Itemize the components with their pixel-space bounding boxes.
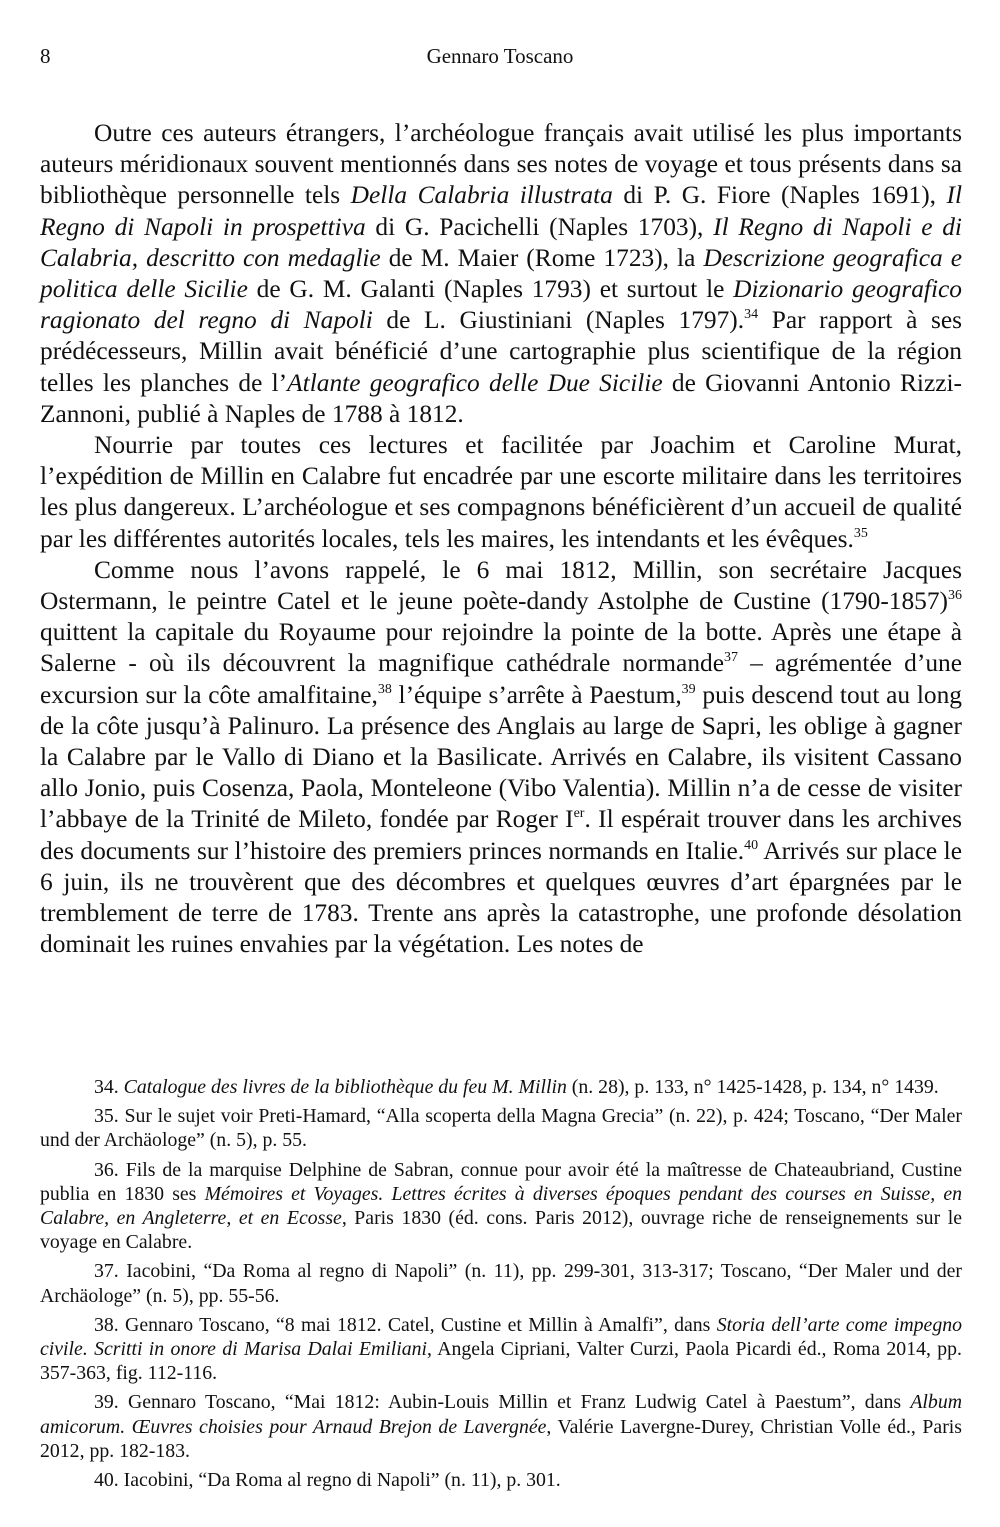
text-run: 34.: [94, 1076, 124, 1098]
footnote-ref-37[interactable]: 37: [723, 650, 738, 666]
text-run: de L. Giustiniani (Naples 1797).: [372, 306, 745, 335]
footnote-ref-40[interactable]: 40: [744, 837, 759, 853]
title-il-regno-in-prospettiva: Il Regno di Napoli in prospettiva: [40, 181, 962, 241]
title-atlante-geografico: Atlante geografico delle Due Sicilie: [287, 368, 663, 397]
footnote-ref-34[interactable]: 34: [744, 307, 759, 323]
text-run: – agrémentée d’une excursion sur la côte amalfitaine,: [40, 649, 962, 709]
text-run: 37. Iacobini, “Da Roma al regno di Napoli” (n. 11), pp. 299-301, 313-317; Toscano, “Der Maler und der Archäologe” (n. 5), pp. 55-56.: [40, 1260, 962, 1307]
superscript-er: er: [573, 806, 585, 822]
text-run: Comme nous l’avons rappelé, le 6 mai 1812, Millin, son secrétaire Jacques Ostermann, le peintre Catel et le jeune poète-dandy Astolphe de Custine (1790-1857): [40, 555, 962, 616]
text-run: 35. Sur le sujet voir Preti-Hamard, “Alla scoperta della Magna Grecia” (n. 22), p. 424; Toscano, “Der Maler und der Archäologe” (n. 5), p. 55.: [40, 1105, 962, 1152]
title-il-regno-descritto-con-medaglie: Il Regno di Napoli e di Calabria, descritto con medaglie: [40, 212, 962, 272]
text-run: Nourrie par toutes ces lectures et facilitée par Joachim et Caroline Murat, l’expédition de Millin en Calabre fut encadrée par une escorte militaire dans les territoires les plus dangereux. L’archéologue et ses compagnons bénéficièrent d’un accueil de qualité par les différentes autorités locales, tels les maires, les intendants et les évêques.: [40, 431, 962, 553]
text-run: Arrivés sur place le 6 juin, ils ne trouvèrent que des décombres et quelques œuvres d’art épargnées par le tremblement de terre de 1783. Trente ans après la catastrophe, une profonde désolation dominait les ruines envahies par la végétation. Les notes de: [40, 836, 962, 959]
text-run: , Paris 1830 (éd. cons. Paris 2012), ouvrage riche de renseignements sur le voyage en Calabre.: [40, 1207, 962, 1254]
footnote-39: [40, 1390, 962, 1463]
title-dizionario-geografico: Dizionario geografico ragionato del regno di Napoli: [40, 275, 962, 335]
text-run: , Angela Cipriani, Valter Curzi, Paola Picardi éd., Roma 2014, pp. 357-363, fig. 112-116.: [40, 1338, 962, 1385]
footnote-ref-36[interactable]: 36: [948, 588, 962, 604]
text-run: (n. 28), p. 133, n° 1425-1428, p. 134, n° 1439.: [566, 1076, 939, 1098]
footnote-35: [40, 1104, 962, 1152]
paragraph-1: [40, 118, 962, 430]
text-run: de G. M. Galanti (Naples 1793) et surtout le: [247, 275, 734, 304]
text-run: l’équipe s’arrête à Paestum,: [391, 680, 682, 709]
footnote-37: [40, 1259, 962, 1307]
footnote-34: [40, 1075, 962, 1099]
paragraph-3: [40, 555, 962, 961]
text-run: de Giovanni Antonio Rizzi-Zannoni, publié à Naples de 1788 à 1812.: [40, 368, 962, 428]
text-run: . Il espérait trouver dans les archives des documents sur l’histoire des premiers princes normands en Italie.: [40, 805, 962, 865]
title-catalogue-des-livres: Catalogue des livres de la bibliothèque du feu M. Millin: [123, 1076, 567, 1098]
footnote-ref-38[interactable]: 38: [377, 681, 392, 697]
title-descrizione-geografica: Descrizione geografica e politica delle Sicilie: [40, 243, 962, 304]
text-run: puis descend tout au long de la côte jusqu’à Palinuro. La présence des Anglais au large de Sapri, les oblige à gagner la Calabre par le Vallo di Diano et la Basilicate. Arrivés en Calabre, ils visitent Cassano allo Jonio, puis Cosenza, Paola, Monteleone (Vibo Valentia). Millin n’a de cesse de visiter l’abbaye de la Trinité de Mileto, fondée par Roger I: [40, 680, 962, 834]
title-della-calabria-illustrata: Della Calabria illustrata: [350, 181, 613, 210]
text-run: di P. G. Fiore (Naples 1691),: [612, 181, 947, 210]
title-memoires-et-voyages: Mémoires et Voyages. Lettres écrites à diverses époques pendant des courses en Suisse, en Calabre, en Angleterre, et en Ecosse: [40, 1182, 962, 1230]
title-storia-dell-arte: Storia dell’arte come impegno civile. Scritti in onore di Marisa Dalai Emiliani: [40, 1313, 962, 1361]
text-run: di G. Pacichelli (Naples 1703),: [365, 212, 714, 241]
text-run: 38. Gennaro Toscano, “8 mai 1812. Catel, Custine et Millin à Amalfi”, dans: [94, 1313, 717, 1336]
footnote-38: [40, 1313, 962, 1386]
footnote-40: [40, 1468, 962, 1492]
footnotes: [40, 1075, 962, 1497]
footnote-36: [40, 1158, 962, 1255]
text-run: de M. Maier (Rome 1723), la: [380, 243, 704, 272]
footnote-ref-35[interactable]: 35: [853, 525, 868, 541]
running-head: [40, 44, 960, 72]
footnote-ref-39[interactable]: 39: [681, 681, 696, 697]
text-run: Par rapport à ses prédécesseurs, Millin avait bénéficié d’une cartographie plus scientifique de la région telles les planches de l’: [40, 306, 963, 397]
text-run: 40. Iacobini, “Da Roma al regno di Napoli” (n. 11), p. 301.: [94, 1469, 561, 1492]
paragraph-2: [40, 430, 962, 555]
text-run: Outre ces auteurs étrangers, l’archéologue français avait utilisé les plus importants auteurs méridionaux souvent mentionnés dans ses notes de voyage et tous présents dans sa bibliothèque personnelle tels: [40, 119, 962, 210]
page-number: 8: [40, 44, 51, 68]
text-run: quittent la capitale du Royaume pour rejoindre la pointe de la botte. Après une étape à Salerne - où ils découvrent la magnifique cathédrale normande: [40, 618, 962, 678]
text-run: , Valérie Lavergne-Durey, Christian Volle éd., Paris 2012, pp. 182-183.: [40, 1415, 962, 1462]
text-run: 39. Gennaro Toscano, “Mai 1812: Aubin-Louis Millin et Franz Ludwig Catel à Paestum”, dans: [94, 1391, 911, 1414]
title-album-amicorum: Album amicorum. Œuvres choisies pour Arnaud Brejon de Lavergnée: [40, 1391, 962, 1438]
text-run: 36. Fils de la marquise Delphine de Sabran, connue pour avoir été la maîtresse de Chateaubriand, Custine publia en 1830 ses: [40, 1158, 962, 1205]
running-title: Gennaro Toscano: [426, 44, 574, 68]
body-text: [40, 118, 962, 960]
